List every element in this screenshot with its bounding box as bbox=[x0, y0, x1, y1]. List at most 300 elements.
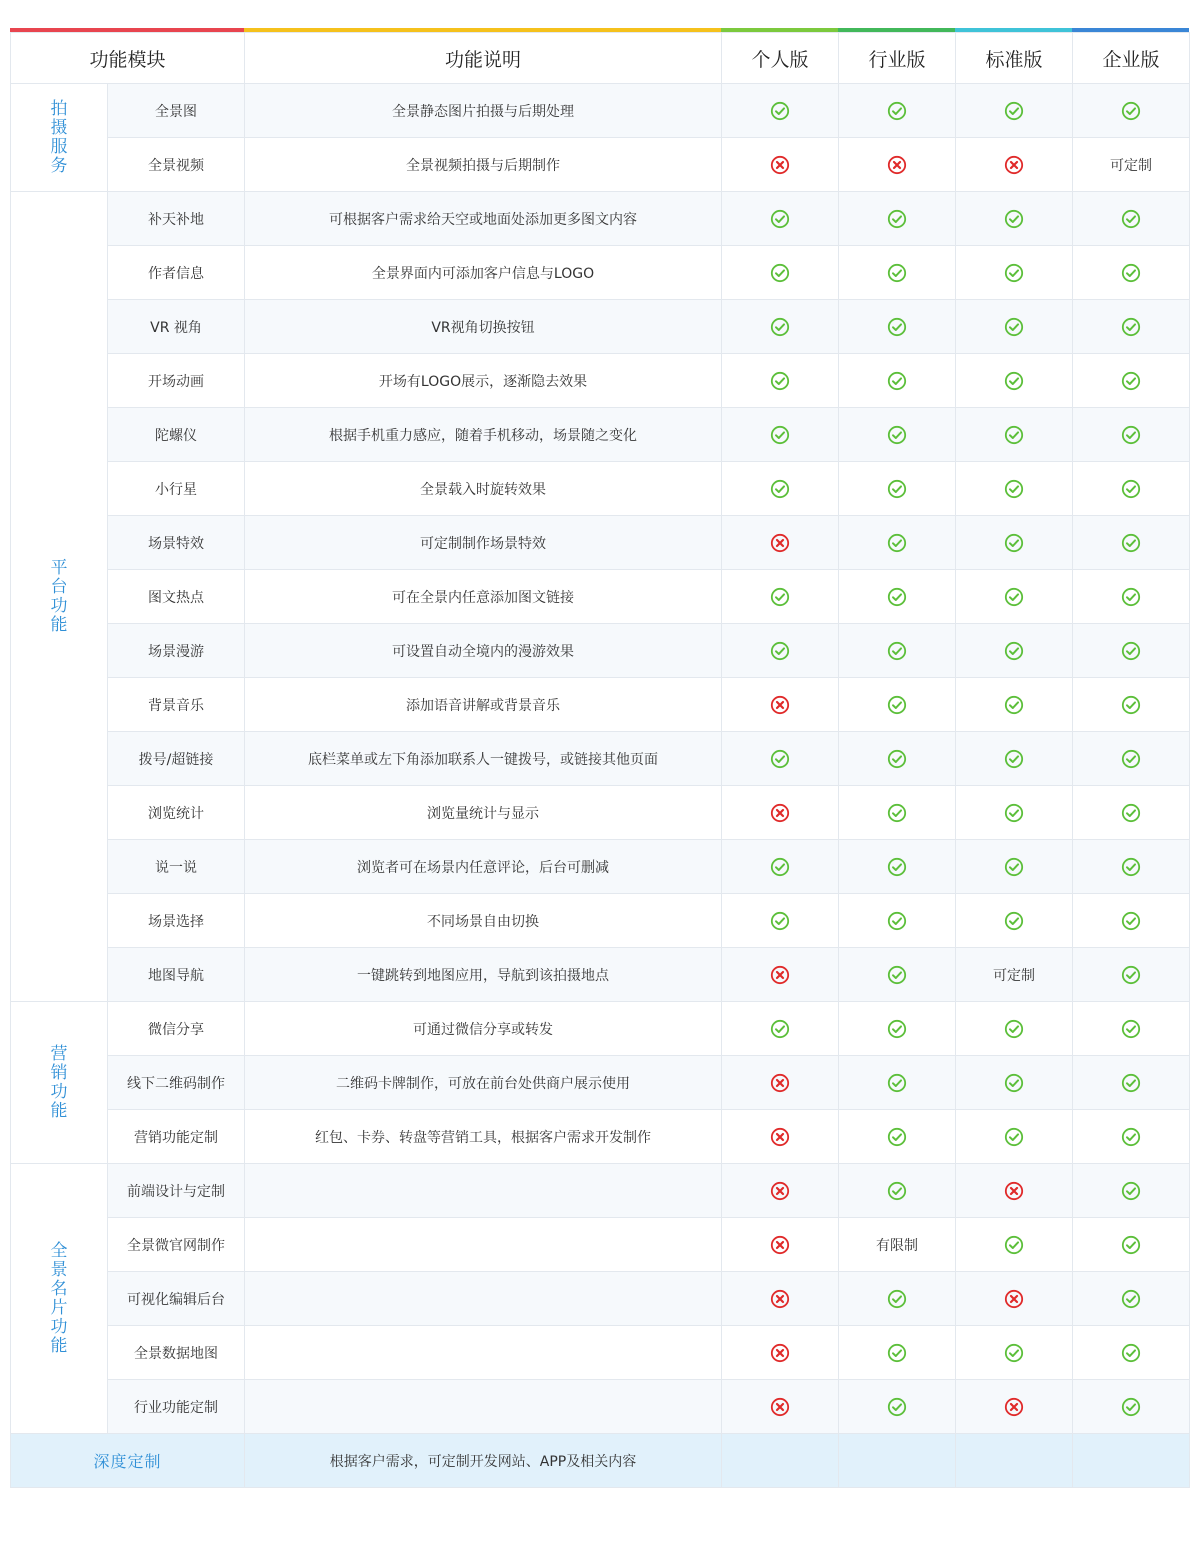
plan-cell-standard bbox=[956, 1326, 1073, 1380]
check-circle-icon bbox=[770, 479, 790, 499]
check-circle-icon bbox=[770, 641, 790, 661]
plan-cell-personal bbox=[722, 1002, 839, 1056]
cross-circle-icon bbox=[1004, 1181, 1024, 1201]
check-circle-icon bbox=[1004, 533, 1024, 553]
feature-name: 营销功能定制 bbox=[108, 1110, 245, 1164]
feature-description: 根据手机重力感应，随着手机移动，场景随之变化 bbox=[245, 408, 722, 462]
feature-description: 二维码卡牌制作，可放在前台处供商户展示使用 bbox=[245, 1056, 722, 1110]
plan-cell-enterprise bbox=[1073, 786, 1190, 840]
table-row bbox=[11, 678, 1190, 732]
table-row bbox=[11, 948, 1190, 1002]
feature-name: 开场动画 bbox=[108, 354, 245, 408]
table-row bbox=[11, 1218, 1190, 1272]
deep-custom-cell-standard bbox=[956, 1434, 1073, 1488]
plan-cell-enterprise bbox=[1073, 1326, 1190, 1380]
check-circle-icon bbox=[1004, 1127, 1024, 1147]
plan-cell-enterprise bbox=[1073, 354, 1190, 408]
check-circle-icon bbox=[1004, 1343, 1024, 1363]
check-circle-icon bbox=[887, 1073, 907, 1093]
cross-circle-icon bbox=[770, 533, 790, 553]
table-row bbox=[11, 354, 1190, 408]
feature-description: 全景视频拍摄与后期制作 bbox=[245, 138, 722, 192]
plan-cell-enterprise bbox=[1073, 732, 1190, 786]
check-circle-icon bbox=[1121, 587, 1141, 607]
check-circle-icon bbox=[1004, 587, 1024, 607]
plan-cell-enterprise bbox=[1073, 192, 1190, 246]
check-circle-icon bbox=[1004, 425, 1024, 445]
color-bars bbox=[10, 28, 1189, 32]
check-circle-icon bbox=[887, 695, 907, 715]
check-circle-icon bbox=[1004, 1019, 1024, 1039]
group-label-text: 营销功能 bbox=[50, 1043, 68, 1121]
color-bar-green bbox=[838, 28, 955, 32]
color-bar-light-green bbox=[721, 28, 838, 32]
check-circle-icon bbox=[1121, 695, 1141, 715]
check-circle-icon bbox=[1121, 1181, 1141, 1201]
feature-description: 可通过微信分享或转发 bbox=[245, 1002, 722, 1056]
feature-description: 红包、卡券、转盘等营销工具，根据客户需求开发制作 bbox=[245, 1110, 722, 1164]
table-row bbox=[11, 570, 1190, 624]
check-circle-icon bbox=[770, 857, 790, 877]
plan-cell-enterprise bbox=[1073, 948, 1190, 1002]
check-circle-icon bbox=[770, 425, 790, 445]
table-row bbox=[11, 1110, 1190, 1164]
plan-cell-standard bbox=[956, 894, 1073, 948]
check-circle-icon bbox=[887, 263, 907, 283]
plan-cell-standard bbox=[956, 84, 1073, 138]
plan-cell-enterprise bbox=[1073, 84, 1190, 138]
feature-name: 小行星 bbox=[108, 462, 245, 516]
plan-cell-personal bbox=[722, 1056, 839, 1110]
plan-cell-standard bbox=[956, 462, 1073, 516]
plan-cell-industry bbox=[839, 678, 956, 732]
feature-description: 全景静态图片拍摄与后期处理 bbox=[245, 84, 722, 138]
plan-cell-personal bbox=[722, 678, 839, 732]
check-circle-icon bbox=[770, 209, 790, 229]
cross-circle-icon bbox=[1004, 155, 1024, 175]
plan-cell-personal bbox=[722, 624, 839, 678]
group-label-text: 平台功能 bbox=[50, 557, 68, 635]
feature-name: 场景漫游 bbox=[108, 624, 245, 678]
plan-cell-standard bbox=[956, 246, 1073, 300]
deep-custom-cell-personal bbox=[722, 1434, 839, 1488]
plan-cell-standard bbox=[956, 948, 1073, 1002]
cross-circle-icon bbox=[770, 965, 790, 985]
table-row bbox=[11, 894, 1190, 948]
plan-cell-industry bbox=[839, 138, 956, 192]
feature-name: 全景视频 bbox=[108, 138, 245, 192]
feature-name: 微信分享 bbox=[108, 1002, 245, 1056]
check-circle-icon bbox=[1121, 1289, 1141, 1309]
group-label-text: 全景名片功能 bbox=[50, 1240, 68, 1356]
plan-cell-standard bbox=[956, 1002, 1073, 1056]
check-circle-icon bbox=[1121, 857, 1141, 877]
check-circle-icon bbox=[887, 965, 907, 985]
header-plan-standard: 标准版 bbox=[956, 33, 1073, 84]
plan-cell-personal bbox=[722, 732, 839, 786]
table-row bbox=[11, 1272, 1190, 1326]
check-circle-icon bbox=[1004, 641, 1024, 661]
feature-description: 一键跳转到地图应用，导航到该拍摄地点 bbox=[245, 948, 722, 1002]
check-circle-icon bbox=[1121, 317, 1141, 337]
check-circle-icon bbox=[1121, 1127, 1141, 1147]
plan-cell-standard bbox=[956, 786, 1073, 840]
plan-cell-standard bbox=[956, 1110, 1073, 1164]
plan-cell-text: 有限制 bbox=[876, 1237, 919, 1254]
plan-cell-industry bbox=[839, 624, 956, 678]
feature-description: 可根据客户需求给天空或地面处添加更多图文内容 bbox=[245, 192, 722, 246]
plan-cell-text: 可定制 bbox=[1110, 157, 1153, 174]
plan-cell-standard bbox=[956, 840, 1073, 894]
check-circle-icon bbox=[1121, 425, 1141, 445]
plan-cell-standard bbox=[956, 1164, 1073, 1218]
check-circle-icon bbox=[1004, 479, 1024, 499]
check-circle-icon bbox=[770, 749, 790, 769]
plan-cell-standard bbox=[956, 516, 1073, 570]
plan-cell-industry bbox=[839, 1218, 956, 1272]
plan-cell-industry bbox=[839, 1110, 956, 1164]
plan-cell-standard bbox=[956, 678, 1073, 732]
plan-cell-industry bbox=[839, 246, 956, 300]
check-circle-icon bbox=[887, 317, 907, 337]
feature-description: 不同场景自由切换 bbox=[245, 894, 722, 948]
feature-description: 全景载入时旋转效果 bbox=[245, 462, 722, 516]
table-row bbox=[11, 462, 1190, 516]
deep-custom-cell-industry bbox=[839, 1434, 956, 1488]
feature-name: 前端设计与定制 bbox=[108, 1164, 245, 1218]
plan-cell-personal bbox=[722, 192, 839, 246]
plan-cell-text: 可定制 bbox=[993, 967, 1036, 984]
check-circle-icon bbox=[1121, 803, 1141, 823]
group-label bbox=[11, 192, 108, 1002]
feature-name: 作者信息 bbox=[108, 246, 245, 300]
check-circle-icon bbox=[887, 371, 907, 391]
check-circle-icon bbox=[1004, 317, 1024, 337]
plan-cell-enterprise bbox=[1073, 840, 1190, 894]
table-row bbox=[11, 732, 1190, 786]
plan-cell-enterprise bbox=[1073, 408, 1190, 462]
check-circle-icon bbox=[887, 1127, 907, 1147]
plan-cell-industry bbox=[839, 1164, 956, 1218]
feature-description: 浏览量统计与显示 bbox=[245, 786, 722, 840]
check-circle-icon bbox=[1121, 1019, 1141, 1039]
table-row bbox=[11, 786, 1190, 840]
plan-cell-industry bbox=[839, 84, 956, 138]
feature-description: 可设置自动全境内的漫游效果 bbox=[245, 624, 722, 678]
deep-custom-cell-enterprise bbox=[1073, 1434, 1190, 1488]
table-row bbox=[11, 138, 1190, 192]
table-body bbox=[11, 84, 1190, 1488]
header-plan-personal: 个人版 bbox=[722, 33, 839, 84]
plan-cell-industry bbox=[839, 732, 956, 786]
color-bar-yellow bbox=[244, 28, 721, 32]
check-circle-icon bbox=[770, 263, 790, 283]
feature-name: 全景数据地图 bbox=[108, 1326, 245, 1380]
check-circle-icon bbox=[1004, 209, 1024, 229]
plan-cell-standard bbox=[956, 300, 1073, 354]
header-module: 功能模块 bbox=[11, 33, 245, 84]
plan-cell-industry bbox=[839, 1272, 956, 1326]
check-circle-icon bbox=[1121, 1397, 1141, 1417]
plan-cell-enterprise bbox=[1073, 1380, 1190, 1434]
check-circle-icon bbox=[1121, 1235, 1141, 1255]
check-circle-icon bbox=[770, 317, 790, 337]
plan-cell-industry bbox=[839, 192, 956, 246]
check-circle-icon bbox=[1004, 1073, 1024, 1093]
plan-cell-industry bbox=[839, 840, 956, 894]
cross-circle-icon bbox=[887, 155, 907, 175]
cross-circle-icon bbox=[770, 1181, 790, 1201]
feature-name: 浏览统计 bbox=[108, 786, 245, 840]
plan-cell-standard bbox=[956, 624, 1073, 678]
plan-cell-standard bbox=[956, 354, 1073, 408]
plan-cell-personal bbox=[722, 84, 839, 138]
plan-cell-enterprise bbox=[1073, 1056, 1190, 1110]
plan-cell-enterprise bbox=[1073, 516, 1190, 570]
check-circle-icon bbox=[1004, 101, 1024, 121]
plan-cell-personal bbox=[722, 894, 839, 948]
group-label bbox=[11, 1164, 108, 1434]
check-circle-icon bbox=[1004, 371, 1024, 391]
feature-comparison-table bbox=[10, 32, 1190, 1488]
plan-cell-personal bbox=[722, 1218, 839, 1272]
check-circle-icon bbox=[1004, 263, 1024, 283]
check-circle-icon bbox=[1121, 209, 1141, 229]
check-circle-icon bbox=[1004, 911, 1024, 931]
cross-circle-icon bbox=[770, 1289, 790, 1309]
feature-name: 全景微官网制作 bbox=[108, 1218, 245, 1272]
plan-cell-personal bbox=[722, 1164, 839, 1218]
check-circle-icon bbox=[770, 1019, 790, 1039]
plan-cell-industry bbox=[839, 1002, 956, 1056]
table-row bbox=[11, 840, 1190, 894]
plan-cell-industry bbox=[839, 570, 956, 624]
feature-description: 添加语音讲解或背景音乐 bbox=[245, 678, 722, 732]
feature-description: VR视角切换按钮 bbox=[245, 300, 722, 354]
group-label bbox=[11, 1002, 108, 1164]
plan-cell-personal bbox=[722, 300, 839, 354]
feature-name: 补天补地 bbox=[108, 192, 245, 246]
check-circle-icon bbox=[887, 479, 907, 499]
check-circle-icon bbox=[887, 425, 907, 445]
check-circle-icon bbox=[770, 371, 790, 391]
plan-cell-enterprise bbox=[1073, 1272, 1190, 1326]
plan-cell-enterprise bbox=[1073, 1218, 1190, 1272]
plan-cell-enterprise bbox=[1073, 1164, 1190, 1218]
cross-circle-icon bbox=[770, 1397, 790, 1417]
check-circle-icon bbox=[1121, 371, 1141, 391]
comparison-table-wrapper bbox=[10, 28, 1189, 1488]
plan-cell-standard bbox=[956, 408, 1073, 462]
deep-custom-label: 深度定制 bbox=[11, 1434, 245, 1488]
plan-cell-enterprise bbox=[1073, 678, 1190, 732]
check-circle-icon bbox=[1121, 641, 1141, 661]
check-circle-icon bbox=[887, 209, 907, 229]
header-description: 功能说明 bbox=[245, 33, 722, 84]
plan-cell-enterprise bbox=[1073, 300, 1190, 354]
plan-cell-personal bbox=[722, 1272, 839, 1326]
check-circle-icon bbox=[887, 1397, 907, 1417]
plan-cell-industry bbox=[839, 948, 956, 1002]
check-circle-icon bbox=[887, 749, 907, 769]
plan-cell-standard bbox=[956, 1056, 1073, 1110]
plan-cell-industry bbox=[839, 1056, 956, 1110]
feature-name: 图文热点 bbox=[108, 570, 245, 624]
check-circle-icon bbox=[887, 911, 907, 931]
table-row bbox=[11, 1164, 1190, 1218]
feature-name: 背景音乐 bbox=[108, 678, 245, 732]
plan-cell-standard bbox=[956, 1218, 1073, 1272]
plan-cell-personal bbox=[722, 840, 839, 894]
plan-cell-personal bbox=[722, 948, 839, 1002]
deep-custom-description: 根据客户需求，可定制开发网站、APP及相关内容 bbox=[245, 1434, 722, 1488]
table-row bbox=[11, 408, 1190, 462]
plan-cell-standard bbox=[956, 192, 1073, 246]
table-row bbox=[11, 1326, 1190, 1380]
feature-description bbox=[245, 1218, 722, 1272]
check-circle-icon bbox=[1121, 749, 1141, 769]
plan-cell-industry bbox=[839, 300, 956, 354]
group-label-text: 拍摄服务 bbox=[50, 98, 68, 176]
check-circle-icon bbox=[887, 587, 907, 607]
plan-cell-personal bbox=[722, 516, 839, 570]
plan-cell-enterprise bbox=[1073, 1002, 1190, 1056]
plan-cell-personal bbox=[722, 786, 839, 840]
feature-description bbox=[245, 1272, 722, 1326]
cross-circle-icon bbox=[1004, 1289, 1024, 1309]
feature-name: 行业功能定制 bbox=[108, 1380, 245, 1434]
check-circle-icon bbox=[1121, 1343, 1141, 1363]
plan-cell-enterprise bbox=[1073, 894, 1190, 948]
color-bar-blue bbox=[1072, 28, 1189, 32]
plan-cell-enterprise bbox=[1073, 624, 1190, 678]
plan-cell-personal bbox=[722, 462, 839, 516]
cross-circle-icon bbox=[770, 1127, 790, 1147]
table-row bbox=[11, 516, 1190, 570]
feature-name: 场景特效 bbox=[108, 516, 245, 570]
cross-circle-icon bbox=[1004, 1397, 1024, 1417]
check-circle-icon bbox=[1004, 695, 1024, 715]
plan-cell-personal bbox=[722, 408, 839, 462]
check-circle-icon bbox=[1004, 1235, 1024, 1255]
table-row bbox=[11, 1056, 1190, 1110]
feature-name: 陀螺仪 bbox=[108, 408, 245, 462]
check-circle-icon bbox=[770, 911, 790, 931]
check-circle-icon bbox=[887, 1343, 907, 1363]
feature-name: 线下二维码制作 bbox=[108, 1056, 245, 1110]
check-circle-icon bbox=[887, 1019, 907, 1039]
check-circle-icon bbox=[1004, 749, 1024, 769]
check-circle-icon bbox=[1121, 965, 1141, 985]
check-circle-icon bbox=[1004, 857, 1024, 877]
feature-description: 底栏菜单或左下角添加联系人一键拨号，或链接其他页面 bbox=[245, 732, 722, 786]
plan-cell-industry bbox=[839, 1326, 956, 1380]
table-row bbox=[11, 1380, 1190, 1434]
feature-description bbox=[245, 1164, 722, 1218]
check-circle-icon bbox=[887, 101, 907, 121]
check-circle-icon bbox=[887, 803, 907, 823]
check-circle-icon bbox=[1121, 911, 1141, 931]
cross-circle-icon bbox=[770, 1073, 790, 1093]
feature-description bbox=[245, 1326, 722, 1380]
plan-cell-enterprise bbox=[1073, 462, 1190, 516]
plan-cell-standard bbox=[956, 138, 1073, 192]
plan-cell-enterprise bbox=[1073, 246, 1190, 300]
plan-cell-standard bbox=[956, 732, 1073, 786]
check-circle-icon bbox=[1004, 803, 1024, 823]
cross-circle-icon bbox=[770, 1235, 790, 1255]
plan-cell-standard bbox=[956, 570, 1073, 624]
feature-description: 浏览者可在场景内任意评论，后台可删减 bbox=[245, 840, 722, 894]
feature-name: 说一说 bbox=[108, 840, 245, 894]
plan-cell-industry bbox=[839, 894, 956, 948]
plan-cell-enterprise bbox=[1073, 570, 1190, 624]
check-circle-icon bbox=[887, 857, 907, 877]
plan-cell-industry bbox=[839, 462, 956, 516]
table-row bbox=[11, 300, 1190, 354]
check-circle-icon bbox=[1121, 101, 1141, 121]
cross-circle-icon bbox=[770, 1343, 790, 1363]
check-circle-icon bbox=[1121, 1073, 1141, 1093]
table-row bbox=[11, 624, 1190, 678]
cross-circle-icon bbox=[770, 695, 790, 715]
check-circle-icon bbox=[1121, 263, 1141, 283]
plan-cell-industry bbox=[839, 1380, 956, 1434]
plan-cell-personal bbox=[722, 138, 839, 192]
header-plan-enterprise: 企业版 bbox=[1073, 33, 1190, 84]
plan-cell-enterprise bbox=[1073, 1110, 1190, 1164]
plan-cell-personal bbox=[722, 354, 839, 408]
cross-circle-icon bbox=[770, 803, 790, 823]
plan-cell-personal bbox=[722, 1110, 839, 1164]
group-label bbox=[11, 84, 108, 192]
feature-name: VR 视角 bbox=[108, 300, 245, 354]
plan-cell-personal bbox=[722, 246, 839, 300]
table-row bbox=[11, 192, 1190, 246]
feature-description: 可在全景内任意添加图文链接 bbox=[245, 570, 722, 624]
check-circle-icon bbox=[1121, 533, 1141, 553]
check-circle-icon bbox=[887, 1181, 907, 1201]
feature-name: 拨号/超链接 bbox=[108, 732, 245, 786]
feature-description: 全景界面内可添加客户信息与LOGO bbox=[245, 246, 722, 300]
feature-description: 可定制制作场景特效 bbox=[245, 516, 722, 570]
table-header-row bbox=[11, 33, 1190, 84]
color-bar-cyan bbox=[955, 28, 1072, 32]
plan-cell-standard bbox=[956, 1272, 1073, 1326]
cross-circle-icon bbox=[770, 155, 790, 175]
check-circle-icon bbox=[1121, 479, 1141, 499]
check-circle-icon bbox=[887, 1289, 907, 1309]
feature-name: 可视化编辑后台 bbox=[108, 1272, 245, 1326]
check-circle-icon bbox=[770, 101, 790, 121]
plan-cell-personal bbox=[722, 570, 839, 624]
plan-cell-personal bbox=[722, 1326, 839, 1380]
check-circle-icon bbox=[770, 587, 790, 607]
plan-cell-industry bbox=[839, 516, 956, 570]
feature-description bbox=[245, 1380, 722, 1434]
feature-name: 地图导航 bbox=[108, 948, 245, 1002]
color-bar-red bbox=[10, 28, 244, 32]
plan-cell-industry bbox=[839, 408, 956, 462]
table-row bbox=[11, 1002, 1190, 1056]
plan-cell-standard bbox=[956, 1380, 1073, 1434]
table-row bbox=[11, 84, 1190, 138]
check-circle-icon bbox=[887, 533, 907, 553]
feature-description: 开场有LOGO展示，逐渐隐去效果 bbox=[245, 354, 722, 408]
plan-cell-enterprise bbox=[1073, 138, 1190, 192]
header-plan-industry: 行业版 bbox=[839, 33, 956, 84]
plan-cell-industry bbox=[839, 354, 956, 408]
